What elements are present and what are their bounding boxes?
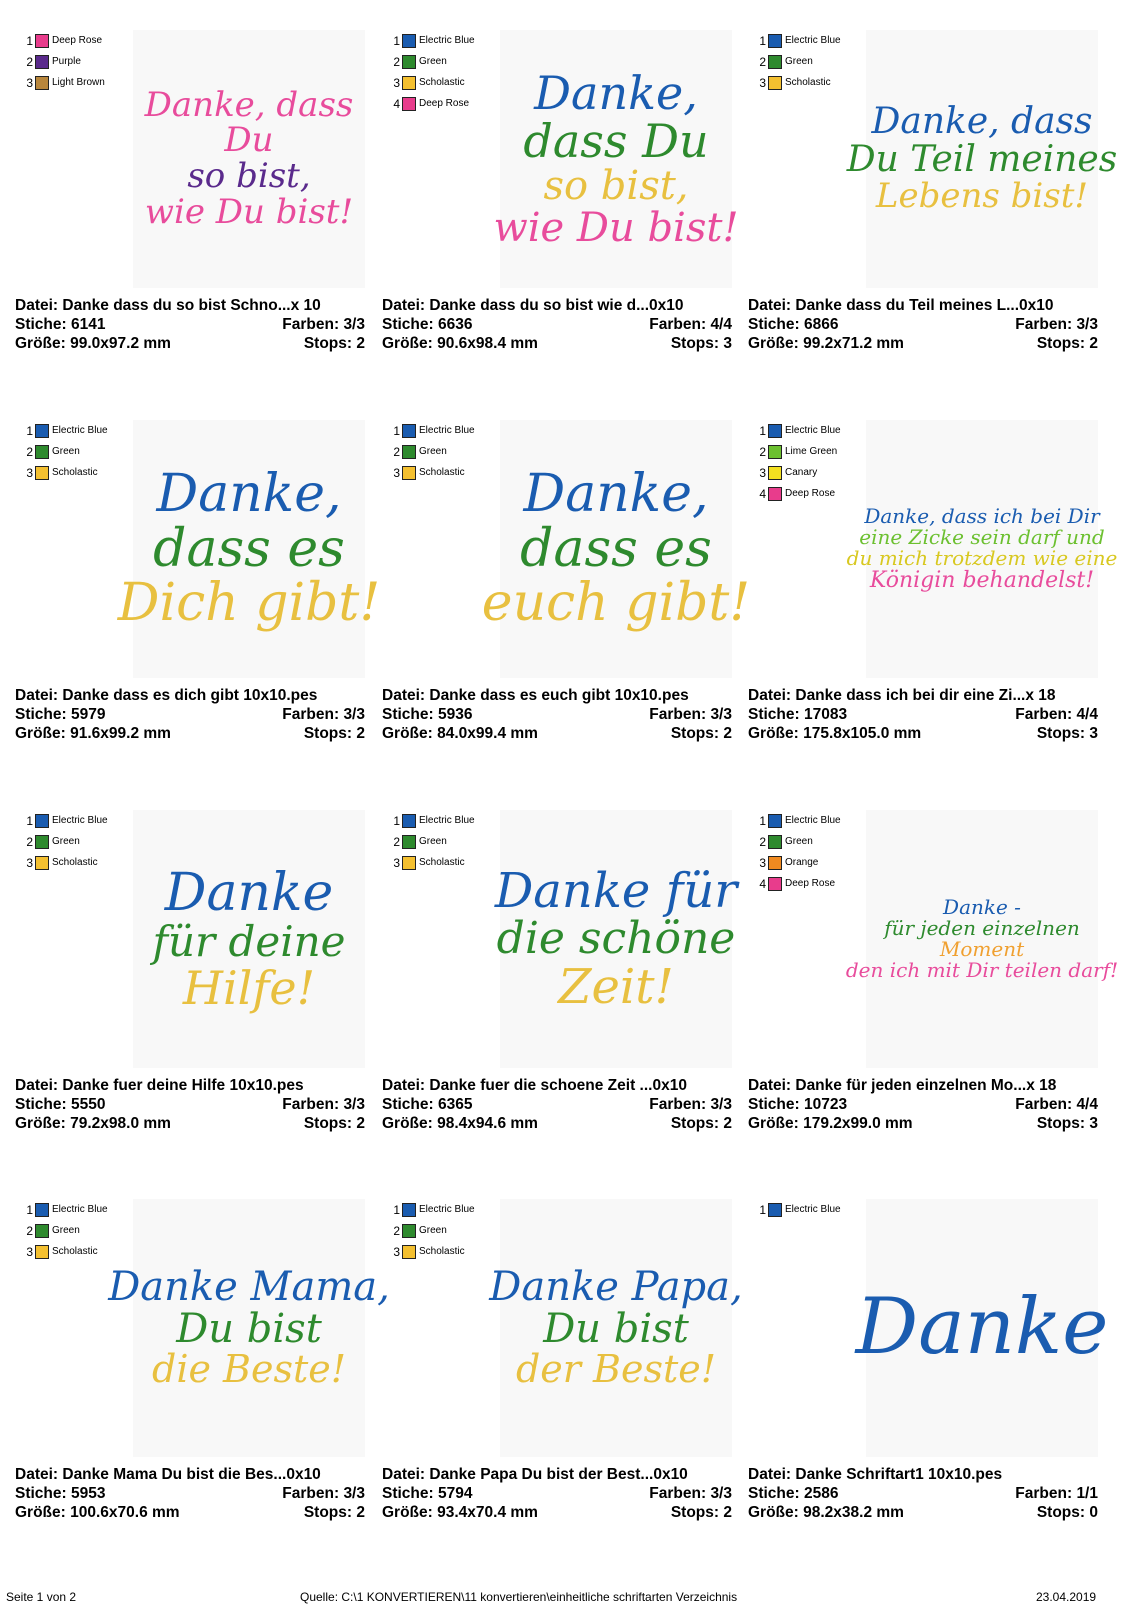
color-number: 1 bbox=[759, 423, 766, 438]
color-name: Light Brown bbox=[52, 77, 105, 88]
file-name: Datei: Danke dass ich bei dir eine Zi...x 18 bbox=[748, 687, 1056, 704]
color-count: Farben: 1/1 bbox=[1015, 1485, 1098, 1502]
color-number: 1 bbox=[393, 423, 400, 438]
color-name: Deep Rose bbox=[419, 98, 470, 109]
preview-text-line: Lebens bist! bbox=[875, 175, 1089, 216]
color-number: 1 bbox=[759, 33, 766, 48]
color-name: Scholastic bbox=[52, 467, 98, 478]
preview-text-line: Dich gibt! bbox=[117, 573, 381, 634]
embroidery-preview bbox=[846, 420, 1118, 678]
color-name: Electric Blue bbox=[419, 425, 475, 436]
design-card bbox=[15, 30, 385, 420]
color-legend-item bbox=[390, 30, 475, 51]
color-swatch bbox=[768, 445, 782, 459]
design-info bbox=[15, 1465, 365, 1522]
color-name: Scholastic bbox=[52, 857, 98, 868]
stop-count: Stops: 3 bbox=[670, 335, 732, 352]
file-name: Datei: Danke dass du so bist wie d...0x10 bbox=[382, 297, 684, 314]
design-info bbox=[15, 686, 365, 743]
design-size: Größe: 90.6x98.4 mm bbox=[382, 335, 538, 352]
preview-text-line: die schöne bbox=[496, 912, 736, 964]
color-swatch bbox=[402, 55, 416, 69]
color-name: Scholastic bbox=[419, 467, 465, 478]
design-size: Größe: 93.4x70.4 mm bbox=[382, 1504, 538, 1521]
color-swatch bbox=[402, 34, 416, 48]
preview-text-line: Danke - bbox=[943, 895, 1021, 919]
color-legend-item bbox=[756, 72, 841, 93]
color-legend-item bbox=[756, 873, 841, 894]
color-legend-item bbox=[390, 1199, 475, 1220]
design-size: Größe: 79.2x98.0 mm bbox=[15, 1115, 171, 1132]
preview-text-line: dass es bbox=[520, 518, 712, 579]
embroidery-preview bbox=[493, 30, 739, 288]
color-name: Scholastic bbox=[419, 77, 465, 88]
color-legend bbox=[390, 810, 475, 873]
color-legend-item bbox=[756, 462, 841, 483]
color-name: Canary bbox=[785, 467, 818, 478]
color-legend-item bbox=[23, 420, 108, 441]
color-swatch bbox=[768, 76, 782, 90]
color-legend-item bbox=[756, 483, 841, 504]
color-swatch bbox=[35, 1224, 49, 1238]
color-number: 2 bbox=[393, 54, 400, 69]
color-name: Electric Blue bbox=[52, 1204, 108, 1215]
design-card bbox=[382, 30, 752, 420]
color-number: 3 bbox=[26, 855, 33, 870]
preview-text-line: so bist, bbox=[187, 156, 311, 196]
design-size: Größe: 91.6x99.2 mm bbox=[15, 725, 171, 742]
file-name: Datei: Danke fuer die schoene Zeit ...0x10 bbox=[382, 1077, 687, 1094]
stop-count: Stops: 2 bbox=[670, 1115, 732, 1132]
stitch-count: Stiche: 5550 bbox=[15, 1096, 106, 1113]
color-name: Green bbox=[785, 56, 813, 67]
color-legend bbox=[756, 810, 841, 894]
color-number: 1 bbox=[759, 813, 766, 828]
color-swatch bbox=[402, 835, 416, 849]
color-swatch bbox=[35, 835, 49, 849]
color-count: Farben: 3/3 bbox=[649, 706, 732, 723]
color-legend-item bbox=[23, 30, 105, 51]
color-number: 2 bbox=[393, 444, 400, 459]
stitch-count: Stiche: 10723 bbox=[748, 1096, 848, 1113]
color-name: Electric Blue bbox=[785, 35, 841, 46]
stitch-count: Stiche: 2586 bbox=[748, 1485, 839, 1502]
design-size: Größe: 99.2x71.2 mm bbox=[748, 335, 904, 352]
design-info bbox=[382, 1465, 732, 1522]
preview-text-line: Danke Papa, bbox=[489, 1264, 743, 1311]
preview-text-line: dass Du bbox=[523, 114, 709, 168]
color-name: Green bbox=[419, 446, 447, 457]
stitch-count: Stiche: 17083 bbox=[748, 706, 848, 723]
embroidery-preview bbox=[494, 810, 738, 1068]
preview-text-line: für deine bbox=[152, 917, 346, 967]
stop-count: Stops: 2 bbox=[303, 725, 365, 742]
color-swatch bbox=[402, 1245, 416, 1259]
color-legend-item bbox=[390, 72, 475, 93]
preview-text-line: Danke für bbox=[494, 862, 738, 919]
stitch-count: Stiche: 6866 bbox=[748, 316, 839, 333]
stitch-count: Stiche: 5979 bbox=[15, 706, 106, 723]
color-count: Farben: 3/3 bbox=[282, 706, 365, 723]
design-card bbox=[15, 1199, 390, 1589]
color-legend bbox=[390, 1199, 475, 1262]
color-count: Farben: 4/4 bbox=[649, 316, 732, 333]
color-swatch bbox=[35, 1203, 49, 1217]
color-swatch bbox=[35, 814, 49, 828]
color-legend-item bbox=[390, 1220, 475, 1241]
design-size: Größe: 84.0x99.4 mm bbox=[382, 725, 538, 742]
color-name: Electric Blue bbox=[419, 35, 475, 46]
file-name: Datei: Danke Papa Du bist der Best...0x10 bbox=[382, 1466, 688, 1483]
stitch-count: Stiche: 5953 bbox=[15, 1485, 106, 1502]
footer-page: Seite 1 von 2 bbox=[6, 1590, 77, 1604]
color-swatch bbox=[768, 424, 782, 438]
preview-text-line: eine Zicke sein darf und bbox=[859, 524, 1105, 549]
color-swatch bbox=[35, 55, 49, 69]
color-number: 1 bbox=[26, 813, 33, 828]
design-size: Größe: 175.8x105.0 mm bbox=[748, 725, 922, 742]
color-number: 1 bbox=[393, 813, 400, 828]
design-info bbox=[15, 296, 365, 353]
stop-count: Stops: 2 bbox=[303, 1504, 365, 1521]
design-size: Größe: 98.4x94.6 mm bbox=[382, 1115, 538, 1132]
color-name: Green bbox=[52, 836, 80, 847]
footer-source: Quelle: C:\1 KONVERTIEREN\11 konvertieren\einheitliche schriftarten Verzeichnis bbox=[300, 1590, 738, 1604]
color-legend-item bbox=[390, 441, 475, 462]
file-name: Datei: Danke dass es dich gibt 10x10.pes bbox=[15, 687, 318, 704]
file-name: Datei: Danke für jeden einzelnen Mo...x 18 bbox=[748, 1077, 1057, 1094]
color-swatch bbox=[768, 835, 782, 849]
design-card bbox=[748, 1199, 1118, 1589]
color-legend-item bbox=[756, 831, 841, 852]
preview-text-line: Danke, dass bbox=[871, 101, 1093, 143]
color-swatch bbox=[35, 34, 49, 48]
file-name: Datei: Danke dass du Teil meines L...0x10 bbox=[748, 297, 1054, 314]
color-number: 1 bbox=[393, 33, 400, 48]
color-count: Farben: 3/3 bbox=[282, 1096, 365, 1113]
color-swatch bbox=[768, 55, 782, 69]
color-name: Scholastic bbox=[785, 77, 831, 88]
color-name: Electric Blue bbox=[52, 815, 108, 826]
color-swatch bbox=[35, 1245, 49, 1259]
color-name: Deep Rose bbox=[785, 878, 836, 889]
preview-text-line: so bist, bbox=[543, 163, 689, 210]
color-swatch bbox=[768, 466, 782, 480]
color-swatch bbox=[402, 1224, 416, 1238]
stop-count: Stops: 3 bbox=[1036, 1115, 1098, 1132]
color-legend-item bbox=[23, 1241, 108, 1262]
preview-text-line: den ich mit Dir teilen darf! bbox=[845, 958, 1119, 982]
design-info bbox=[15, 1076, 365, 1133]
color-count: Farben: 3/3 bbox=[649, 1485, 732, 1502]
color-legend-item bbox=[756, 51, 841, 72]
preview-text-line: du mich trotzdem wie eine bbox=[846, 545, 1118, 570]
embroidery-preview bbox=[489, 1199, 743, 1457]
color-name: Electric Blue bbox=[419, 815, 475, 826]
color-legend-item bbox=[23, 441, 108, 462]
preview-text-line: der Beste! bbox=[515, 1347, 716, 1392]
color-legend-item bbox=[23, 852, 108, 873]
color-number: 2 bbox=[759, 54, 766, 69]
color-name: Deep Rose bbox=[785, 488, 836, 499]
preview-text-line: Danke bbox=[164, 862, 334, 923]
color-legend-item bbox=[390, 51, 475, 72]
color-number: 1 bbox=[759, 1202, 766, 1217]
color-name: Electric Blue bbox=[785, 1204, 841, 1215]
embroidery-preview bbox=[133, 810, 365, 1068]
embroidery-preview bbox=[855, 1199, 1109, 1457]
color-swatch bbox=[768, 814, 782, 828]
design-info bbox=[382, 1076, 732, 1133]
preview-text-line: Du Teil meines bbox=[846, 139, 1118, 181]
color-count: Farben: 3/3 bbox=[282, 1485, 365, 1502]
preview-text-line: Danke, dass bbox=[144, 84, 354, 125]
stop-count: Stops: 2 bbox=[670, 1504, 732, 1521]
preview-text-line: Danke, bbox=[534, 65, 698, 120]
color-number: 3 bbox=[393, 465, 400, 480]
color-legend-item bbox=[390, 420, 475, 441]
color-name: Green bbox=[419, 836, 447, 847]
color-swatch bbox=[402, 856, 416, 870]
stop-count: Stops: 3 bbox=[1036, 725, 1098, 742]
color-name: Green bbox=[419, 1225, 447, 1236]
color-number: 1 bbox=[26, 33, 33, 48]
preview-text-line: wie Du bist! bbox=[144, 191, 354, 232]
color-legend-item bbox=[756, 810, 841, 831]
color-name: Lime Green bbox=[785, 446, 838, 457]
color-number: 3 bbox=[26, 465, 33, 480]
stop-count: Stops: 2 bbox=[1036, 335, 1098, 352]
preview-text-line: Danke, bbox=[523, 464, 709, 525]
color-swatch bbox=[35, 76, 49, 90]
stop-count: Stops: 2 bbox=[303, 1115, 365, 1132]
color-legend bbox=[23, 420, 108, 483]
color-swatch bbox=[35, 466, 49, 480]
preview-text-line: wie Du bist! bbox=[493, 205, 739, 252]
design-card bbox=[748, 810, 1118, 1200]
embroidery-preview bbox=[481, 420, 751, 678]
color-swatch bbox=[768, 1203, 782, 1217]
preview-text-line: Danke bbox=[855, 1282, 1109, 1373]
design-card bbox=[15, 810, 385, 1200]
stop-count: Stops: 2 bbox=[670, 725, 732, 742]
color-legend bbox=[23, 810, 108, 873]
preview-text-line: Du bbox=[224, 120, 274, 161]
color-legend-item bbox=[390, 831, 475, 852]
color-legend bbox=[390, 30, 475, 114]
color-count: Farben: 4/4 bbox=[1015, 1096, 1098, 1113]
color-name: Scholastic bbox=[419, 857, 465, 868]
preview-text-line: Moment bbox=[939, 937, 1025, 961]
stop-count: Stops: 2 bbox=[303, 335, 365, 352]
color-legend-item bbox=[390, 810, 475, 831]
color-swatch bbox=[768, 34, 782, 48]
color-name: Electric Blue bbox=[785, 425, 841, 436]
color-number: 2 bbox=[393, 834, 400, 849]
design-card bbox=[382, 420, 752, 810]
design-card bbox=[748, 30, 1118, 420]
embroidery-preview bbox=[845, 810, 1119, 1068]
file-name: Datei: Danke dass es euch gibt 10x10.pes bbox=[382, 687, 689, 704]
color-swatch bbox=[402, 445, 416, 459]
color-number: 3 bbox=[759, 465, 766, 480]
color-number: 2 bbox=[26, 834, 33, 849]
color-legend-item bbox=[756, 441, 841, 462]
design-size: Größe: 98.2x38.2 mm bbox=[748, 1504, 904, 1521]
preview-text-line: für jeden einzelnen bbox=[884, 916, 1080, 940]
design-info bbox=[748, 686, 1098, 743]
color-count: Farben: 3/3 bbox=[282, 316, 365, 333]
preview-text-line: Du bist bbox=[176, 1306, 322, 1353]
color-number: 3 bbox=[393, 75, 400, 90]
color-legend-item bbox=[390, 1241, 475, 1262]
color-number: 1 bbox=[393, 1202, 400, 1217]
color-number: 2 bbox=[26, 444, 33, 459]
design-card bbox=[748, 420, 1118, 810]
color-legend-item bbox=[23, 831, 108, 852]
preview-text-line: Königin behandelst! bbox=[869, 567, 1095, 593]
color-number: 3 bbox=[759, 75, 766, 90]
design-size: Größe: 179.2x99.0 mm bbox=[748, 1115, 913, 1132]
color-swatch bbox=[768, 877, 782, 891]
color-name: Electric Blue bbox=[785, 815, 841, 826]
color-legend bbox=[756, 420, 841, 504]
color-number: 3 bbox=[26, 75, 33, 90]
preview-text-line: Du bist bbox=[543, 1306, 689, 1353]
color-legend-item bbox=[23, 462, 108, 483]
color-swatch bbox=[768, 487, 782, 501]
color-swatch bbox=[35, 424, 49, 438]
embroidery-preview bbox=[108, 1199, 390, 1457]
preview-text-line: Danke Mama, bbox=[108, 1264, 390, 1311]
embroidery-preview bbox=[133, 30, 365, 288]
color-number: 3 bbox=[759, 855, 766, 870]
file-name: Datei: Danke fuer deine Hilfe 10x10.pes bbox=[15, 1077, 304, 1094]
color-number: 4 bbox=[759, 486, 766, 501]
color-count: Farben: 4/4 bbox=[1015, 706, 1098, 723]
stitch-count: Stiche: 5794 bbox=[382, 1485, 473, 1502]
file-name: Datei: Danke Mama Du bist die Bes...0x10 bbox=[15, 1466, 321, 1483]
stitch-count: Stiche: 6141 bbox=[15, 316, 106, 333]
color-swatch bbox=[35, 445, 49, 459]
color-name: Green bbox=[52, 446, 80, 457]
color-number: 1 bbox=[26, 423, 33, 438]
color-legend-item bbox=[390, 462, 475, 483]
design-size: Größe: 100.6x70.6 mm bbox=[15, 1504, 180, 1521]
stitch-count: Stiche: 5936 bbox=[382, 706, 473, 723]
color-number: 3 bbox=[393, 1244, 400, 1259]
design-info bbox=[382, 686, 732, 743]
design-info bbox=[748, 1076, 1098, 1133]
color-name: Purple bbox=[52, 56, 81, 67]
color-legend-item bbox=[390, 852, 475, 873]
color-number: 4 bbox=[759, 876, 766, 891]
color-number: 2 bbox=[26, 54, 33, 69]
design-card bbox=[382, 810, 752, 1200]
color-name: Green bbox=[785, 836, 813, 847]
preview-text-line: dass es bbox=[153, 518, 345, 579]
color-legend bbox=[23, 30, 105, 93]
color-number: 2 bbox=[759, 444, 766, 459]
design-card bbox=[382, 1199, 752, 1589]
color-legend-item bbox=[23, 51, 105, 72]
preview-text-line: Danke, dass ich bei Dir bbox=[864, 503, 1100, 528]
color-count: Farben: 3/3 bbox=[649, 1096, 732, 1113]
color-name: Scholastic bbox=[419, 1246, 465, 1257]
color-number: 3 bbox=[393, 855, 400, 870]
file-name: Datei: Danke dass du so bist Schno...x 10 bbox=[15, 297, 321, 314]
color-number: 3 bbox=[26, 1244, 33, 1259]
color-swatch bbox=[402, 466, 416, 480]
color-swatch bbox=[768, 856, 782, 870]
color-swatch bbox=[402, 814, 416, 828]
design-card bbox=[15, 420, 385, 810]
color-legend-item bbox=[756, 420, 841, 441]
stitch-count: Stiche: 6365 bbox=[382, 1096, 473, 1113]
design-size: Größe: 99.0x97.2 mm bbox=[15, 335, 171, 352]
color-number: 2 bbox=[393, 1223, 400, 1238]
color-legend bbox=[23, 1199, 108, 1262]
color-number: 4 bbox=[393, 96, 400, 111]
color-swatch bbox=[402, 76, 416, 90]
color-swatch bbox=[402, 424, 416, 438]
color-number: 2 bbox=[759, 834, 766, 849]
color-legend-item bbox=[23, 1220, 108, 1241]
preview-text-line: Danke, bbox=[156, 464, 342, 525]
color-name: Electric Blue bbox=[52, 425, 108, 436]
color-legend-item bbox=[23, 72, 105, 93]
color-swatch bbox=[402, 1203, 416, 1217]
design-info bbox=[748, 296, 1098, 353]
color-legend-item bbox=[756, 30, 841, 51]
embroidery-preview bbox=[117, 420, 381, 678]
color-legend bbox=[756, 30, 841, 93]
preview-text-line: euch gibt! bbox=[481, 573, 751, 634]
color-name: Green bbox=[419, 56, 447, 67]
color-legend-item bbox=[756, 1199, 841, 1220]
preview-text-line: die Beste! bbox=[152, 1347, 346, 1392]
color-swatch bbox=[35, 856, 49, 870]
preview-text-line: Zeit! bbox=[558, 959, 674, 1016]
color-legend-item bbox=[23, 810, 108, 831]
color-swatch bbox=[402, 97, 416, 111]
color-number: 1 bbox=[26, 1202, 33, 1217]
stitch-count: Stiche: 6636 bbox=[382, 316, 473, 333]
color-name: Deep Rose bbox=[52, 35, 103, 46]
color-legend bbox=[390, 420, 475, 483]
color-legend-item bbox=[390, 93, 475, 114]
color-count: Farben: 3/3 bbox=[1015, 316, 1098, 333]
design-info bbox=[382, 296, 732, 353]
color-name: Orange bbox=[785, 857, 819, 868]
color-number: 2 bbox=[26, 1223, 33, 1238]
embroidery-preview bbox=[846, 30, 1118, 288]
preview-text-line: Hilfe! bbox=[182, 961, 316, 1016]
footer-date: 23.04.2019 bbox=[1036, 1590, 1097, 1604]
color-legend-item bbox=[756, 852, 841, 873]
design-info bbox=[748, 1465, 1098, 1522]
color-legend bbox=[756, 1199, 841, 1220]
color-name: Electric Blue bbox=[419, 1204, 475, 1215]
file-name: Datei: Danke Schriftart1 10x10.pes bbox=[748, 1466, 1003, 1483]
stop-count: Stops: 0 bbox=[1036, 1504, 1098, 1521]
color-legend-item bbox=[23, 1199, 108, 1220]
color-name: Scholastic bbox=[52, 1246, 98, 1257]
color-name: Green bbox=[52, 1225, 80, 1236]
